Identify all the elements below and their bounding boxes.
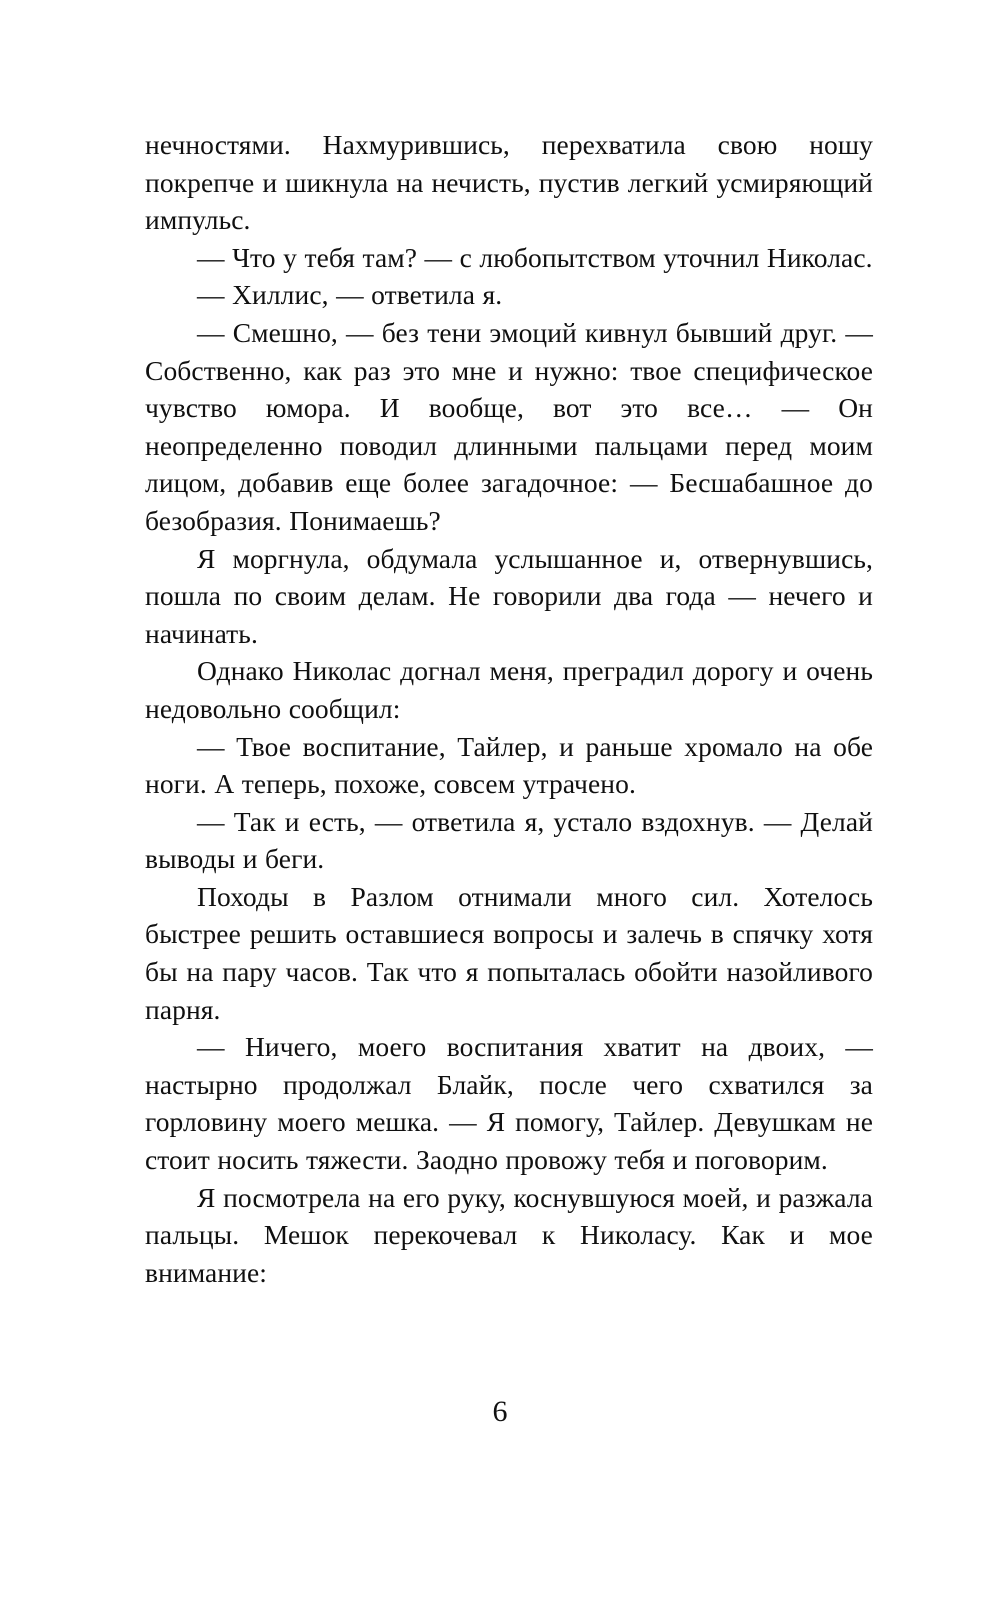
paragraph: — Смешно, — без тени эмоций кивнул бывший друг. — Собственно, как раз это мне и нужно: твое специфическое чувство юмора. И вообще, вот это все… — Он неопределенно поводил длинными пальцами перед моим лицом, добавив еще более загадочное: — Бесшабашное до безобразия. Понимаешь? <box>145 316 873 536</box>
paragraph: Я моргнула, обдумала услышанное и, отвернувшись, пошла по своим делам. Не говорили два года — нечего и начинать. <box>145 542 873 649</box>
paragraph: — Что у тебя там? — с любопытством уточнил Николас. <box>197 241 873 273</box>
paragraph: Походы в Разлом отнимали много сил. Хотелось быстрее решить оставшиеся вопросы и залечь в спячку хотя бы на пару часов. Так что я попыталась обойти назойливого парня. <box>145 880 873 1025</box>
paragraph: Однако Николас догнал меня, преградил дорогу и очень недовольно сообщил: <box>145 655 873 724</box>
paragraph: — Хиллис, — ответила я. <box>197 279 503 311</box>
paragraph: нечностями. Нахмурившись, перехватила свою ношу покрепче и шикнула на нечисть, пустив легкий усмиряющий импульс. <box>145 129 873 236</box>
body-text <box>145 126 873 1291</box>
paragraph: Я посмотрела на его руку, коснувшуюся моей, и разжала пальцы. Мешок перекочевал к Николасу. Как и мое внимание: <box>145 1181 873 1288</box>
page-number: 6 <box>492 1395 508 1428</box>
paragraph: — Ничего, моего воспитания хватит на двоих, — настырно продолжал Блайк, после чего схватился за горловину моего мешка. — Я помогу, Тайлер. Девушкам не стоит носить тяжести. Заодно провожу тебя и поговорим. <box>145 1031 873 1176</box>
paragraph: — Так и есть, — ответила я, устало вздохнув. — Делай выводы и беги. <box>145 805 873 875</box>
paragraph: — Твое воспитание, Тайлер, и раньше хромало на обе ноги. А теперь, похоже, совсем утрачено. <box>145 730 873 800</box>
